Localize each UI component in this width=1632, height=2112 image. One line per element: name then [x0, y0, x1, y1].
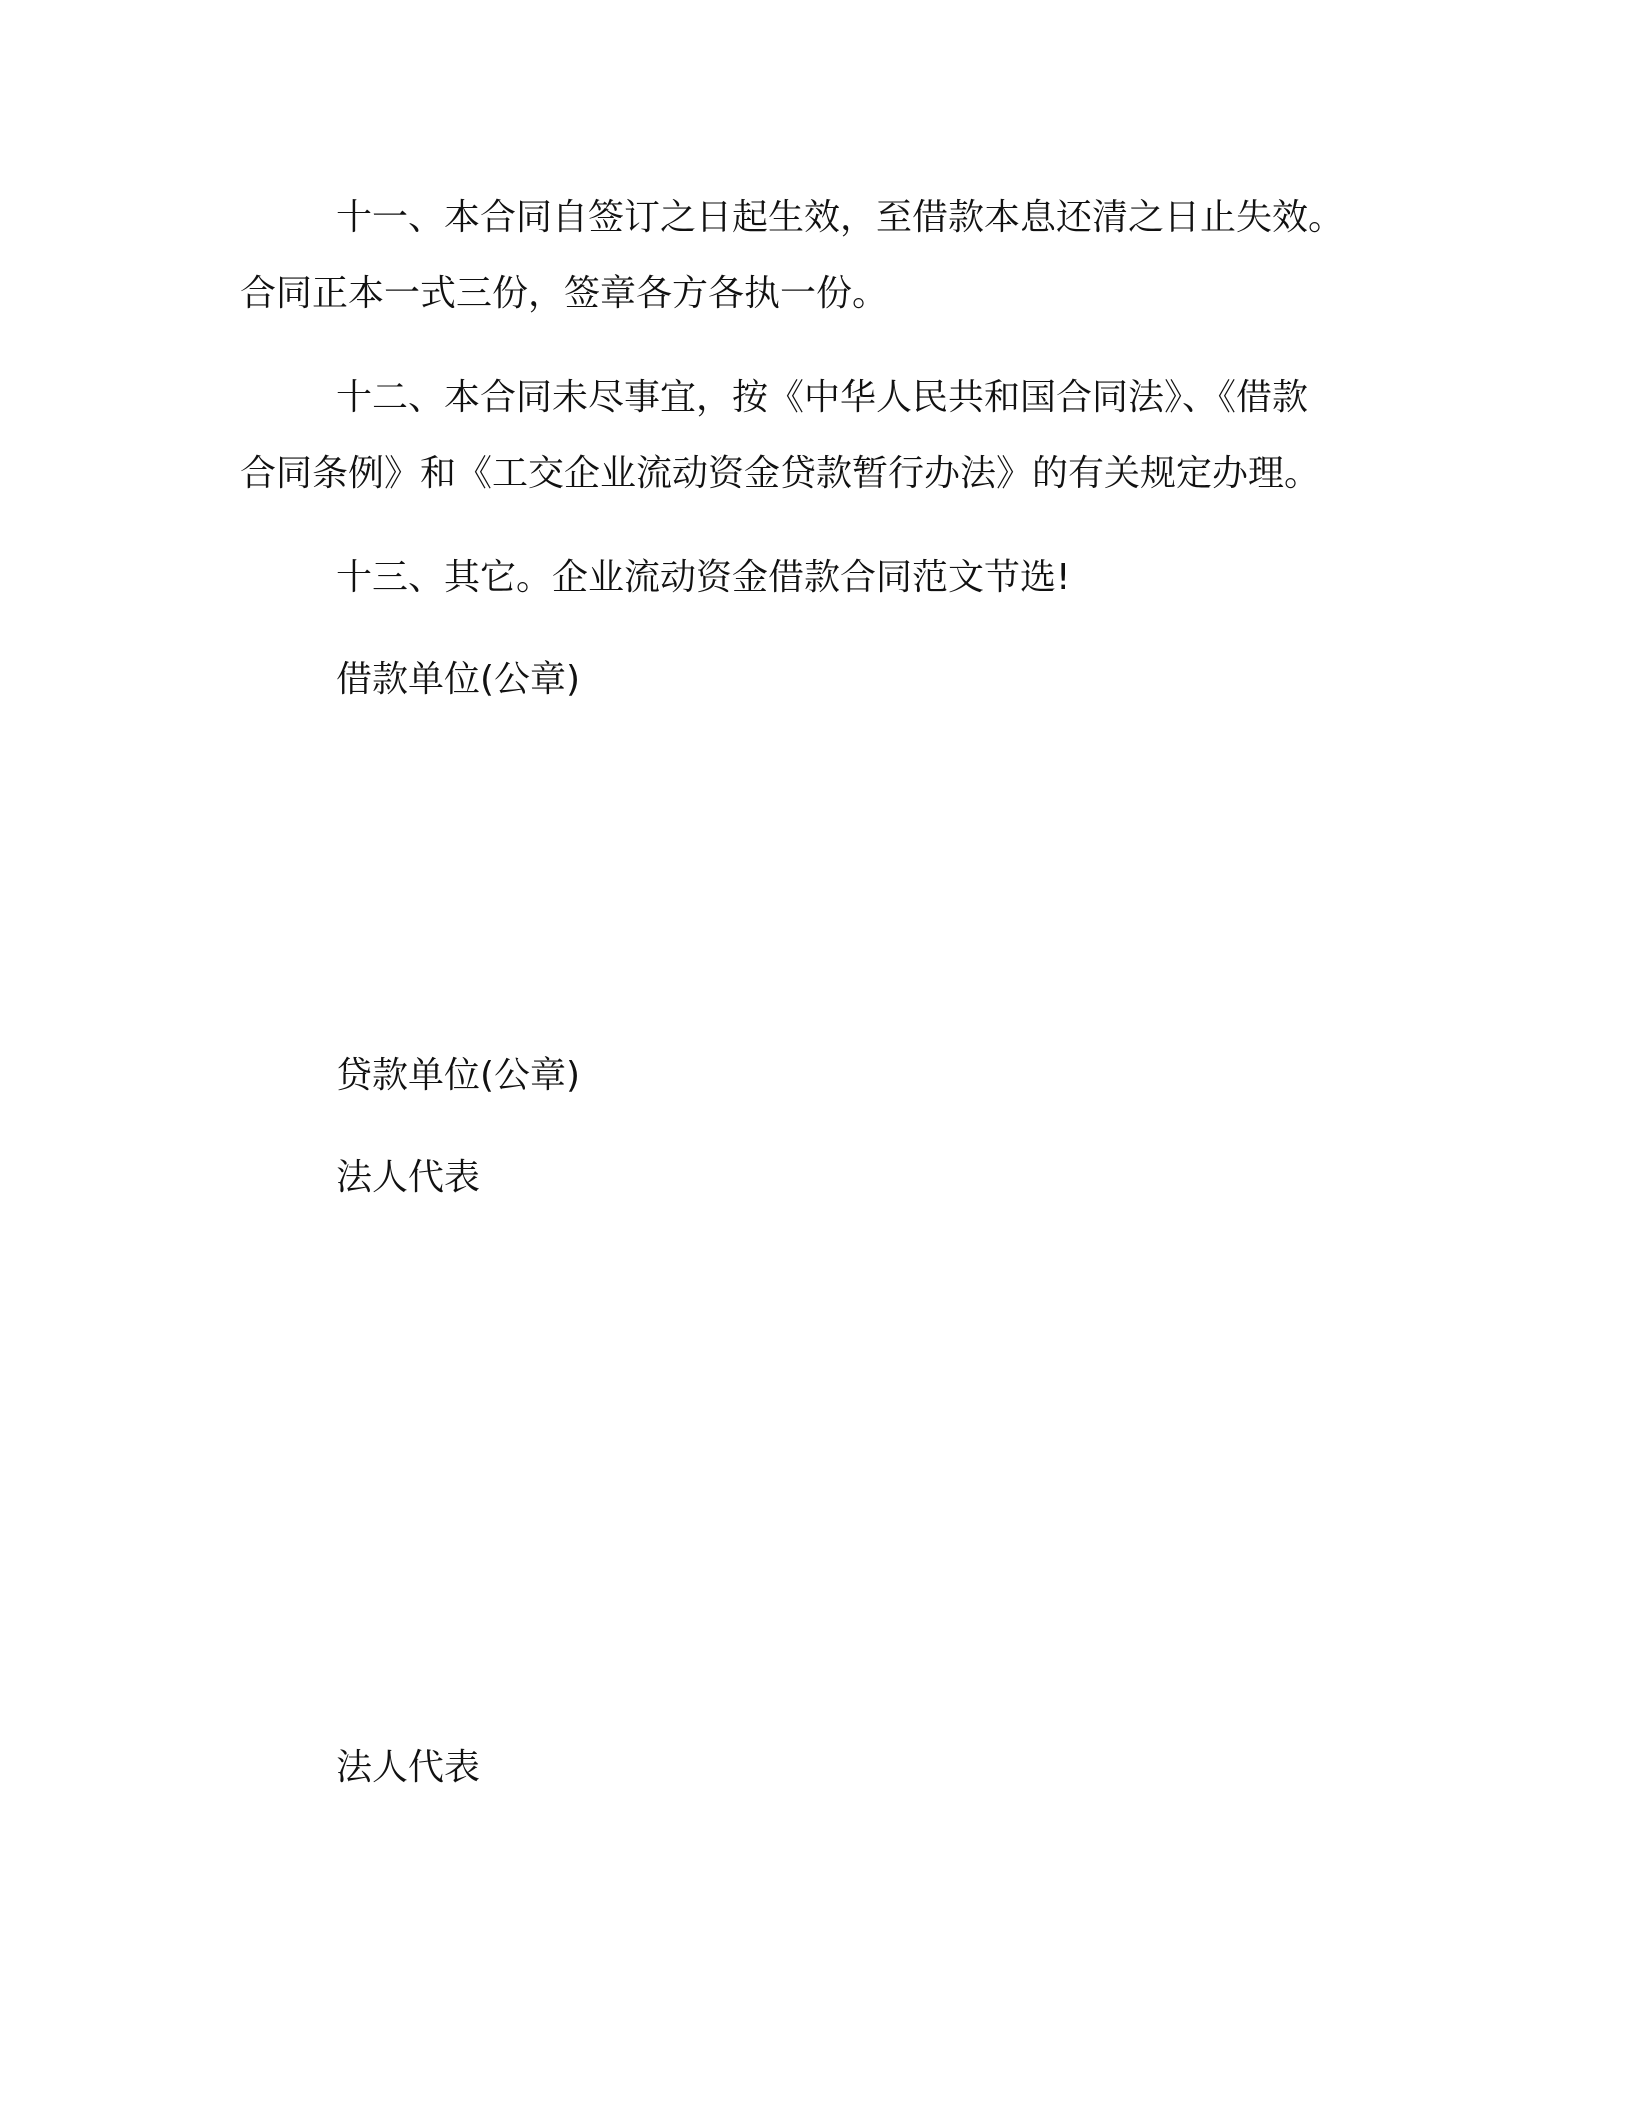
- clause-13-line-1: 十三、其它。企业流动资金借款合同范文节选!: [336, 557, 1071, 598]
- legal-representative-label-2: 法人代表: [336, 1747, 481, 1788]
- borrower-seal-label: 借款单位(公章): [336, 659, 581, 700]
- clause-11-line-1: 十一、本合同自签订之日起生效，至借款本息还清之日止失效。: [336, 197, 1345, 238]
- legal-representative-label: 法人代表: [336, 1157, 481, 1198]
- clause-11-line-2: 合同正本一式三份，签章各方各执一份。: [240, 273, 889, 314]
- lender-seal-label: 贷款单位(公章): [336, 1055, 581, 1096]
- clause-12-line-2: 合同条例》和《工交企业流动资金贷款暂行办法》的有关规定办理。: [240, 453, 1321, 494]
- clause-12-line-1: 十二、本合同未尽事宜，按《中华人民共和国合同法》、《借款: [336, 377, 1309, 418]
